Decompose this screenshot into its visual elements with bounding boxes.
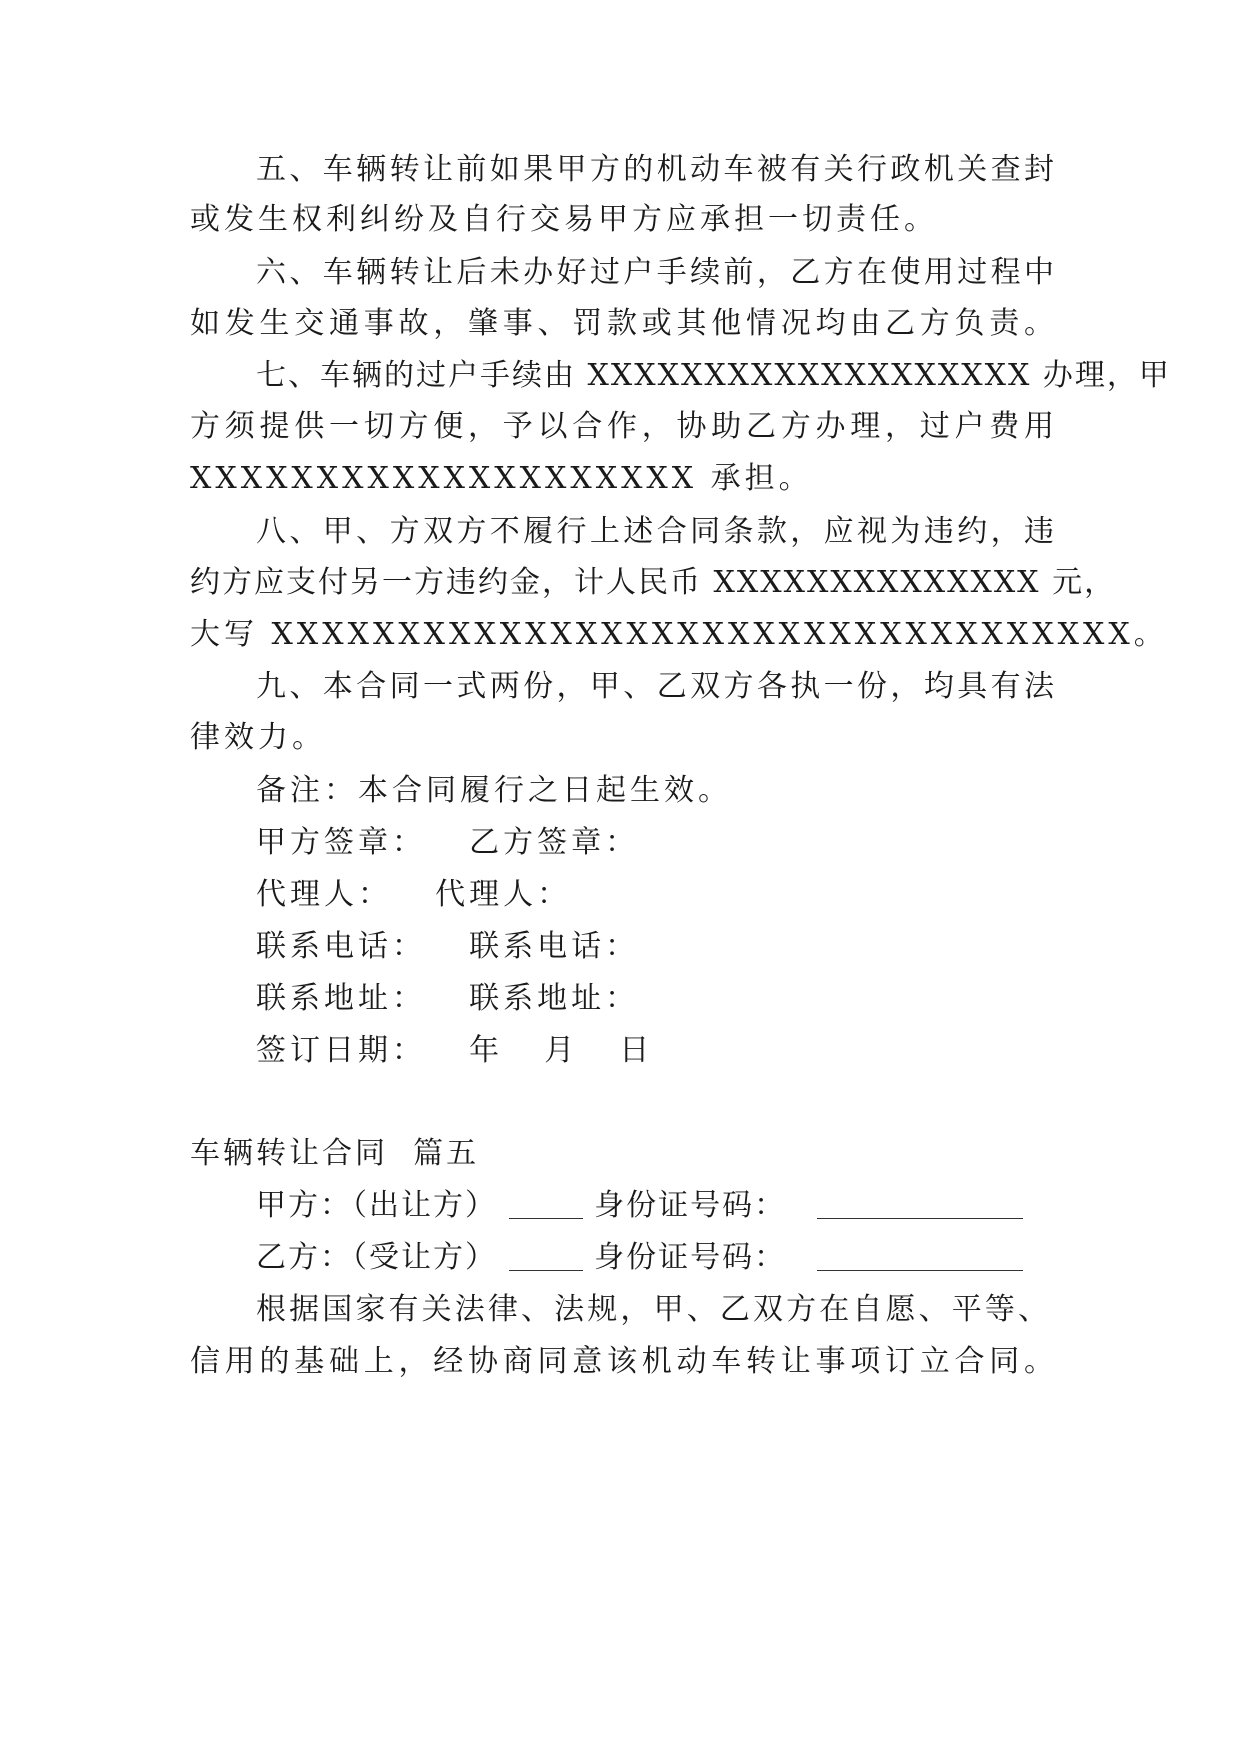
note-line: 备注：本合同履行之日起生效。 <box>256 773 732 808</box>
day-label: 日 <box>619 1033 654 1068</box>
party-b-id-label: 身份证号码： <box>594 1240 787 1275</box>
party-b-label: 乙方：（受让方） <box>256 1240 497 1275</box>
section-5-title: 车辆转让合同 篇五 <box>190 1136 480 1171</box>
date-label: 签订日期： <box>256 1033 426 1068</box>
seal-row <box>256 823 639 863</box>
phone-b-label: 联系电话： <box>469 929 640 964</box>
address-a-label: 联系地址： <box>256 981 426 1016</box>
party-a-row <box>256 1186 1023 1226</box>
clause-8-line-2: 约方应支付另一方违约金，计人民币 XXXXXXXXXXXXXX 元， <box>190 565 1117 600</box>
section-5-intro-line-1: 根据国家有关法律、法规，甲、乙双方在自愿、平等、 <box>256 1292 1050 1327</box>
clause-7-line-2: 方须提供一切方便，予以合作，协助乙方办理，过户费用 <box>190 409 1056 444</box>
date-row <box>256 1031 653 1071</box>
clause-9-line-2: 律效力。 <box>190 720 326 755</box>
address-row <box>256 979 639 1019</box>
clause-7-line-3: XXXXXXXXXXXXXXXXXXXX 承担。 <box>190 461 813 496</box>
party-a-seal-label: 甲方签章： <box>256 825 426 860</box>
agent-row <box>256 875 571 915</box>
party-a-id-blank[interactable] <box>817 1188 1023 1219</box>
address-b-label: 联系地址： <box>469 981 640 1016</box>
clause-6-line-2: 如发生交通事故，肇事、罚款或其他情况均由乙方负责。 <box>190 306 1056 341</box>
section-5-intro-line-2: 信用的基础上，经协商同意该机动车转让事项订立合同。 <box>190 1344 1056 1379</box>
clause-8-line-1: 八、甲、方双方不履行上述合同条款，应视为违约，违 <box>256 514 1056 549</box>
clause-6-line-1: 六、车辆转让后未办好过户手续前，乙方在使用过程中 <box>256 255 1056 290</box>
party-a-name-blank[interactable] <box>509 1188 583 1219</box>
party-a-id-label: 身份证号码： <box>594 1188 787 1223</box>
agent-a-label: 代理人： <box>256 877 392 912</box>
clause-5-line-1: 五、车辆转让前如果甲方的机动车被有关行政机关查封 <box>256 152 1056 187</box>
party-b-row <box>256 1238 1023 1278</box>
month-label: 月 <box>544 1033 579 1068</box>
year-label: 年 <box>469 1033 504 1068</box>
clause-7-line-1: 七、车辆的过户手续由 XXXXXXXXXXXXXXXXXXX 办理，甲 <box>256 358 1171 393</box>
phone-a-label: 联系电话： <box>256 929 426 964</box>
party-a-label: 甲方：（出让方） <box>256 1188 497 1223</box>
party-b-seal-label: 乙方签章： <box>469 825 640 860</box>
agent-b-label: 代理人： <box>435 877 572 912</box>
phone-row <box>256 927 639 967</box>
party-b-name-blank[interactable] <box>509 1240 583 1271</box>
clause-5-line-2: 或发生权利纠纷及自行交易甲方应承担一切责任。 <box>190 202 938 237</box>
clause-9-line-1: 九、本合同一式两份，甲、乙双方各执一份，均具有法 <box>256 669 1056 704</box>
clause-8-line-3: 大写 XXXXXXXXXXXXXXXXXXXXXXXXXXXXXXXXXX。 <box>190 617 1168 652</box>
party-b-id-blank[interactable] <box>817 1240 1023 1271</box>
